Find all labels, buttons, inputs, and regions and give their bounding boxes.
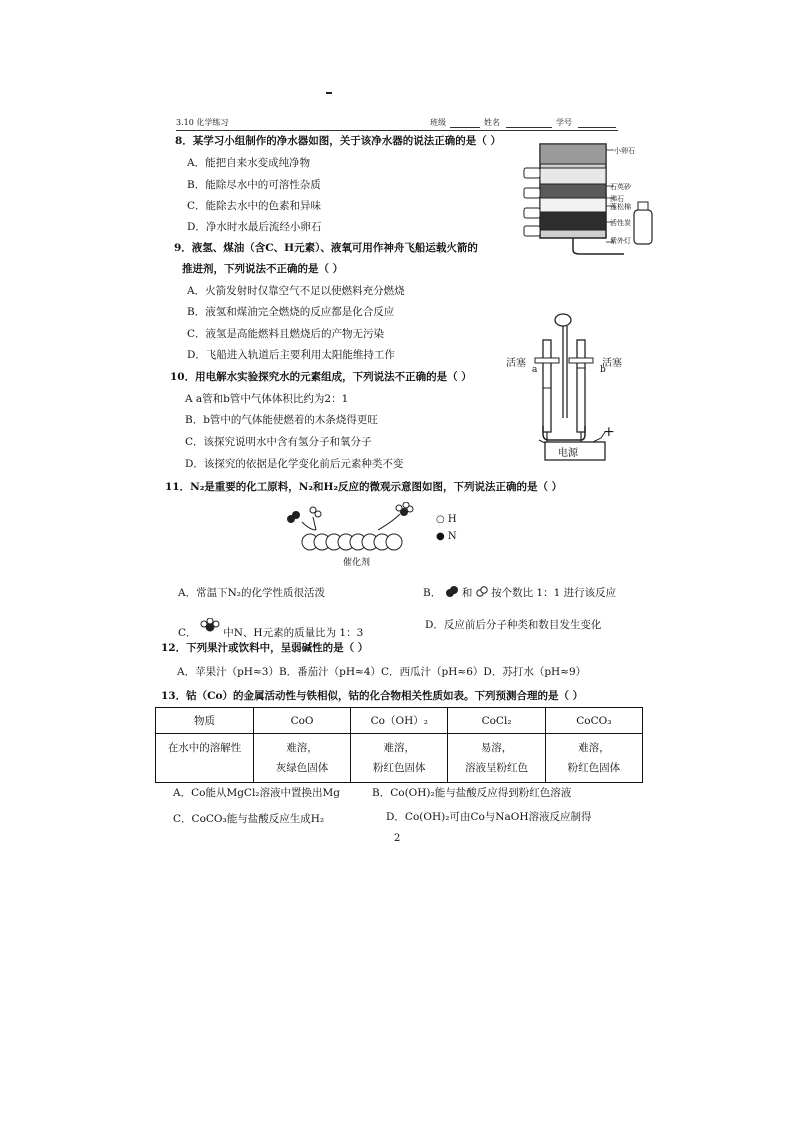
q8-option-a: A．能把自来水变成纯净物 [187,157,311,169]
hydrogen-atom-icon: ○ [436,514,445,525]
catalyst-label: 催化剂 [343,558,371,568]
q13-stem: 13．钴（Co）的金属活动性与铁相似，钴的化合物相关性质如表。下列预测合理的是（ ） [161,690,584,702]
q10-option-a: A a管和b管中气体体积比约为2：1 [185,393,349,405]
q11-option-d: D．反应前后分子种类和数目发生变化 [425,619,602,631]
q13-option-d: D．Co(OH)₂可由Co与NaOH溶液反应制得 [386,811,592,823]
table-cell: 难溶， 灰绿色固体 [253,734,350,783]
h2-molecule-icon [476,586,488,598]
q11-stem: 11．N₂是重要的化工原料，N₂和H₂反应的微观示意图如图，下列说法正确的是（ ） [165,481,563,493]
power-supply-label: 电源 [558,448,578,459]
q10-option-d: D．该探究的依据是化学变化前后元素种类不变 [185,458,404,470]
header-rule [176,130,618,131]
table-cell: 难溶， 粉红色固体 [545,734,642,783]
catalyst-reaction-diagram [282,502,432,554]
q9-stem-line2: 推进剂，下列说法不正确的是（ ） [182,263,344,275]
water-purifier-figure [520,138,660,256]
header-title: 3.10 化学练习 [176,118,229,127]
q13-option-b: B．Co(OH)₂能与盐酸反应得到粉红色溶液 [372,787,572,799]
table-header-cell: Co（OH）₂ [351,708,448,734]
legend-hydrogen: ○ H [436,514,457,525]
tube-a-label: a [532,365,538,375]
name-blank [506,127,552,128]
cobalt-compounds-table [155,707,643,783]
q10-stem: 10．用电解水实验探究水的元素组成，下列说法不正确的是（ ） [170,371,472,383]
nitrogen-atom-icon: ● [436,531,445,542]
table-header-cell: 物质 [156,708,254,734]
q13-option-a: A．Co能从MgCl₂溶液中置换出Mg [173,787,340,799]
stray-mark [326,92,332,94]
table-header-cell: CoCl₂ [448,708,545,734]
q8-option-d: D．净水时水最后流经小卵石 [187,221,322,233]
legend-nitrogen: ● N [436,531,457,542]
table-header-cell: CoCO₃ [545,708,642,734]
table-cell: 难溶， 粉红色固体 [351,734,448,783]
label-zeolite: 沸石 [610,195,624,203]
table-row [156,734,643,783]
q9-option-a: A．火箭发射时仅靠空气不足以使燃料充分燃烧 [187,285,405,297]
q8-stem: 8．某学习小组制作的净水器如图，关于该净水器的说法正确的是（ ） [175,135,501,147]
label-quartz-sand: 石英砂 [610,183,631,191]
right-valve-label: 活塞 [602,358,622,369]
table-header-row [156,708,643,734]
q12-options: A．苹果汁（pH≈3）B．番茄汁（pH≈4）C．西瓜汁（pH≈6）D．苏打水（pH≈9） [177,666,587,678]
left-valve-label: 活塞 [506,358,526,369]
name-label: 姓名 [484,118,500,127]
number-blank [578,127,616,128]
q13-option-c: C．CoCO₃能与盐酸反应生成H₂ [173,813,325,825]
q8-option-b: B．能除尽水中的可溶性杂质 [187,179,321,191]
nh3-molecule-icon [200,618,220,634]
q10-option-b: B．b管中的气体能使燃着的木条烧得更旺 [185,414,378,426]
page-number: 2 [394,833,401,844]
q10-option-c: C．该探究说明水中含有氢分子和氧分子 [185,436,372,448]
number-label: 学号 [556,118,572,127]
class-blank [450,127,480,128]
q11-option-b: B． 和 按个数比 1：1 进行该反应 [423,587,617,599]
label-pebbles: 小卵石 [614,147,635,155]
q9-option-d: D．飞船进入轨道后主要利用太阳能维持工作 [187,349,395,361]
table-cell: 易溶， 溶液呈粉红色 [448,734,545,783]
table-header-cell: CoO [253,708,350,734]
label-uv-lamp: 紫外灯 [610,237,631,245]
tube-b-label: b [600,365,606,375]
table-row-label: 在水中的溶解性 [156,734,254,783]
page-header [176,117,616,129]
class-label: 班级 [430,118,446,127]
n2-molecule-icon [445,586,459,598]
q12-stem: 12．下列果汁或饮料中，呈弱碱性的是（ ） [161,642,369,654]
label-activated-carbon: 活性炭 [610,219,631,227]
electrolysis-apparatus-figure [505,308,635,464]
positive-terminal-label: + [603,424,615,440]
q9-stem-line1: 9．液氢、煤油（含C、H元素）、液氧可用作神舟飞船运载火箭的 [174,242,478,254]
q8-option-c: C．能除去水中的色素和异味 [187,200,322,212]
q11-option-a: A．常温下N₂的化学性质很活泼 [178,587,325,599]
q11-option-c: C． 中N、H元素的质量比为 1：3 [178,618,363,640]
q9-option-b: B．液氢和煤油完全燃烧的反应都是化合反应 [187,306,395,318]
q9-option-c: C．液氢是高能燃料且燃烧后的产物无污染 [187,328,385,340]
label-cotton: 蓬松棉 [610,203,631,211]
